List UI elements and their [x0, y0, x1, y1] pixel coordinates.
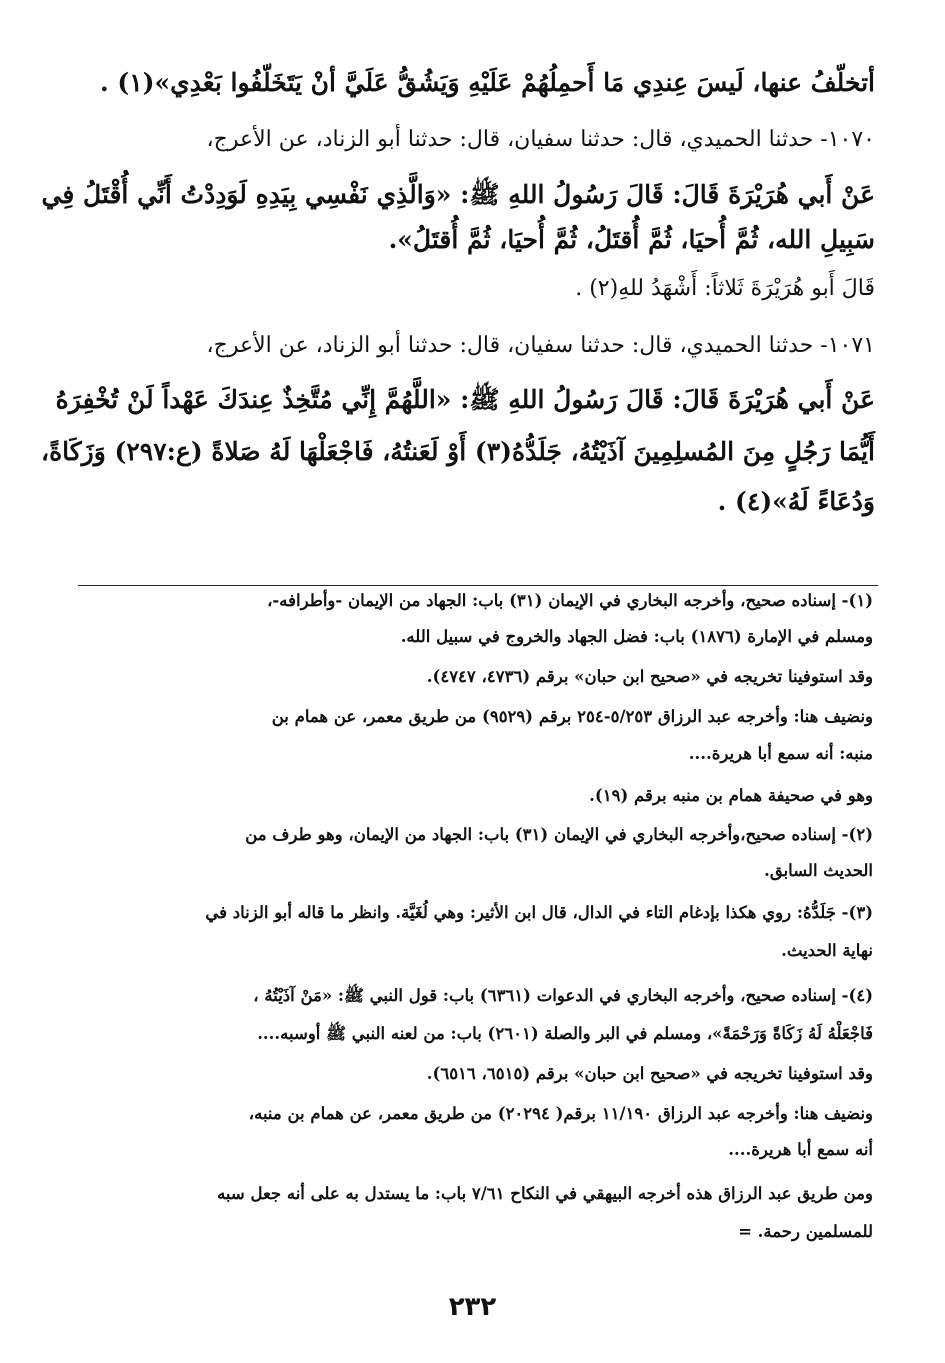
page-number: ٢٣٢ [448, 1292, 497, 1322]
footnote-line: وهو في صحيفة همام بن منبه برقم (١٩). [589, 786, 873, 805]
footnote-line: (٢)- إسناده صحيح،وأخرجه البخاري في الإيمان (٣١) باب: الجهاد من الإيمان، وهو طرف من [245, 825, 873, 844]
footnote-line: وقد استوفينا تخريجه في «صحيح ابن حبان» برقم (٤٧٣٦، ٤٧٤٧). [426, 667, 873, 686]
footnote-line: (٣)- جَلَدُّهُ: روي هكذا بإدغام التاء في الدال، قال ابن الأثير: وهي لُغَيَّة. وانظر ما قاله أبو الزناد في [205, 903, 873, 922]
main-text-line: سَبِيلِ الله، ثُمَّ أُحيَا، ثُمَّ أُقتَلُ، ثُمَّ أُحيَا، ثُمَّ أُقتَلُ». [388, 225, 875, 254]
footnote-line: للمسلمين رحمة. = [738, 1222, 873, 1241]
hadith-1070-isnad: ١٠٧٠- حدثنا الحميدي، قال: حدثنا سفيان، قال: حدثنا أبو الزناد، عن الأعرج، [206, 127, 875, 152]
footnote-line: منبه: أنه سمع أبا هريرة.... [688, 744, 873, 763]
footnote-line: ومن طريق عبد الرزاق هذه أخرجه البيهقي في النكاح ٧/٦١ باب: ما يستدل به على أنه جعل سبه [217, 1184, 873, 1203]
footnote-line: ونضيف هنا: وأخرجه عبد الرزاق ٥/٢٥٣-٢٥٤ برقم (٩٥٢٩) من طريق معمر، عن همام بن [271, 707, 873, 726]
main-text-line: قَالَ أَبو هُرَيْرَةَ ثَلاثاً: أَشْهَدُ للهِ(٢) . [575, 276, 875, 301]
hadith-1071-isnad: ١٠٧١- حدثنا الحميدي، قال: حدثنا سفيان، قال: حدثنا أبو الزناد، عن الأعرج، [206, 333, 875, 358]
main-text-line: أتخلّفُ عنها، لَيسَ عِندِي مَا أَحمِلُهُمْ عَلَيْهِ وَيَشُقُّ عَلَيَّ أنْ يَتَخَلّفُوا بَعْدِي»(١) . [99, 68, 875, 97]
footnote-line: (١)- إسناده صحيح، وأخرجه البخاري في الإيمان (٣١) باب: الجهاد من الإيمان -وأطرافه-، [267, 591, 873, 610]
main-text-line: وَدُعَاءً لَهُ»(٤) . [717, 487, 875, 516]
footnote-line: (٤)- إسناده صحيح، وأخرجه البخاري في الدعوات (٦٣٦١) باب: قول النبي ﷺ: «مَنْ آذَيْتُهُ ، [253, 986, 873, 1005]
main-text-line: عَنْ أَبي هُرَيْرَةَ قَالَ: قَالَ رَسُولُ اللهِ ﷺ: «اللَّهُمَّ إِنِّي مُتَّخِذٌ عِندَكَ عَهْداً لَنْ تُخْفِرَهُ [55, 385, 875, 414]
footnote-divider [78, 585, 878, 586]
footnote-line: فَاجْعَلْهُ لَهُ زَكَاةً وَرَحْمَةً»، ومسلم في البر والصلة (٢٦٠١) باب: من لعنه النبي ﷺ أوسبه.... [257, 1024, 873, 1043]
footnote-line: نهاية الحديث. [781, 941, 873, 960]
footnote-line: ونضيف هنا: وأخرجه عبد الرزاق ١١/١٩٠ برقم( ٢٠٢٩٤) من طريق معمر، عن همام بن منبه، [248, 1104, 873, 1123]
footnote-line: ومسلم في الإمارة (١٨٧٦) باب: فضل الجهاد والخروج في سبيل الله. [400, 627, 873, 646]
footnote-line: الحديث السابق. [764, 861, 873, 880]
main-text-line: أَيُّمَا رَجُلٍ مِنَ المُسلِمِينَ آذَيْتُهُ، جَلَدُّهُ(٣) أَوْ لَعَنتُهُ، فَاجْعَلْهَا لَهُ صَلاةً (ع:٢٩٧) وَزَكَاةً، [41, 437, 875, 466]
footnote-line: أنه سمع أبا هريرة.... [728, 1140, 873, 1159]
footnote-line: وقد استوفينا تخريجه في «صحيح ابن حبان» برقم (٦٥١٥، ٦٥١٦). [426, 1064, 873, 1083]
main-text-line: عَنْ أَبي هُرَيْرَةَ قَالَ: قَالَ رَسُولُ اللهِ ﷺ: «وَالَّذِي نَفْسِي بِيَدِهِ لَوَدِدْتُ أَنِّي أُقْتَلُ فِي [41, 180, 875, 209]
